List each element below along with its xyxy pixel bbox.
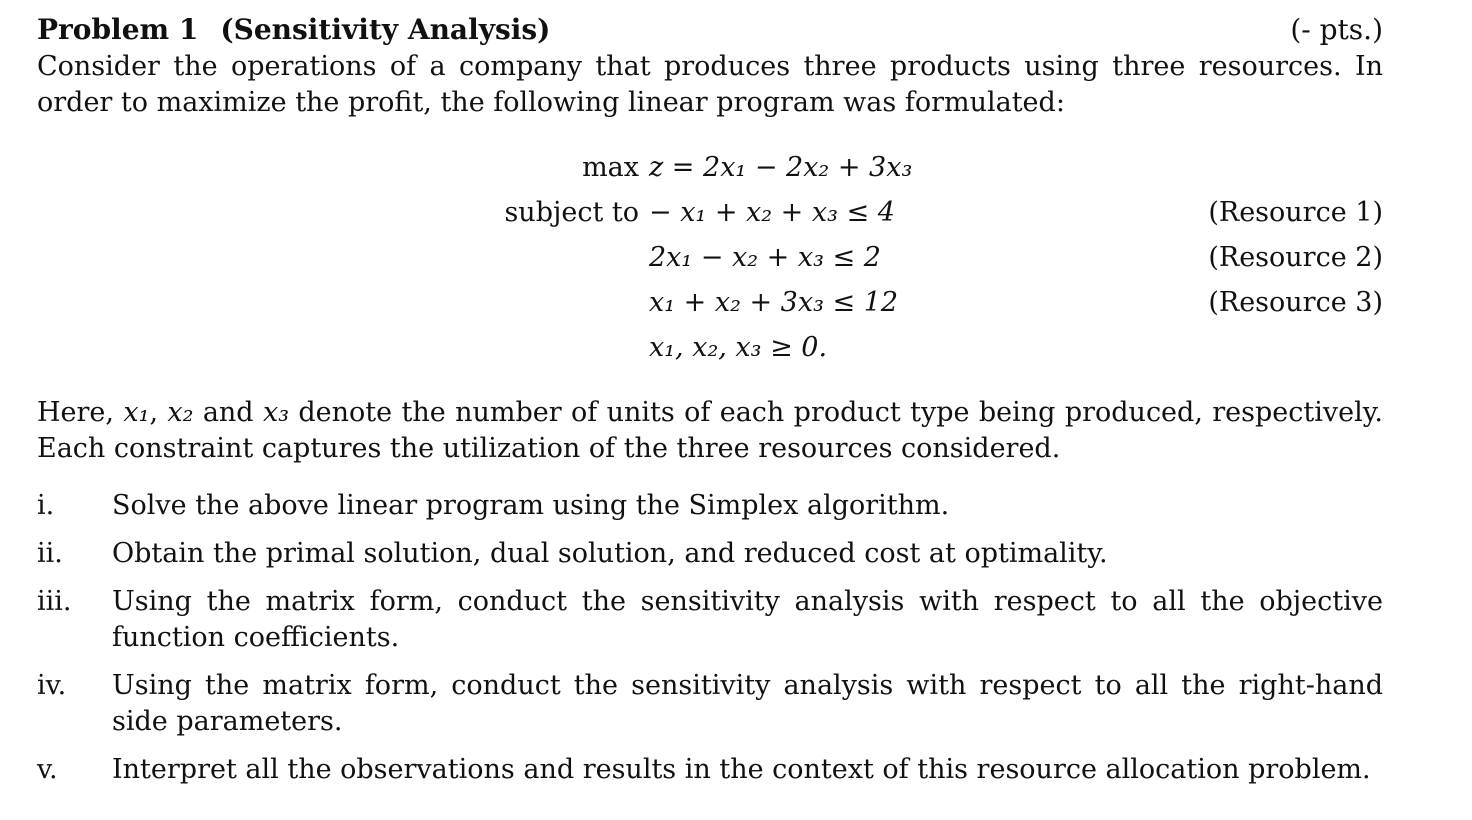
task-marker: iv.: [37, 670, 67, 701]
constraint-1-tag: (Resource 1): [1208, 197, 1383, 228]
problem-document: [37, 0, 1383, 820]
task-text: Using the matrix form, conduct the sensitivity analysis with respect to all the objective function coefficients.: [112, 586, 1383, 653]
task-item: [37, 536, 1383, 572]
problem-header: [37, 12, 1383, 48]
constraint-row-1: [37, 193, 1383, 233]
constraint-2-tag: (Resource 2): [1208, 242, 1383, 273]
variable-x1: x₁: [123, 397, 150, 428]
task-text: Solve the above linear program using the Simplex algorithm.: [112, 490, 950, 521]
constraint-3-expression: x₁ + x₂ + 3x₃ ≤ 12: [649, 287, 899, 318]
objective-expression: z = 2x₁ − 2x₂ + 3x₃: [649, 152, 913, 183]
nonnegativity-expression: x₁, x₂, x₃ ≥ 0.: [649, 332, 828, 363]
task-marker: iii.: [37, 586, 72, 617]
task-item: [37, 488, 1383, 524]
constraint-1-expression: − x₁ + x₂ + x₃ ≤ 4: [649, 197, 895, 228]
objective-row: [37, 148, 1383, 188]
task-text: Using the matrix form, conduct the sensitivity analysis with respect to all the right-hand side parameters.: [112, 670, 1383, 737]
points-label: (- pts.): [1290, 13, 1383, 46]
problem-title: [37, 12, 550, 48]
task-text: Obtain the primal solution, dual solution, and reduced cost at optimality.: [112, 538, 1108, 569]
task-item: [37, 752, 1383, 788]
explanation-lead: Here,: [37, 397, 124, 428]
constraints-label: subject to: [504, 197, 639, 228]
constraint-2-expression: 2x₁ − x₂ + x₃ ≤ 2: [649, 242, 881, 273]
task-text: Interpret all the observations and results in the context of this resource allocation problem.: [112, 754, 1371, 785]
problem-topic: (Sensitivity Analysis): [220, 13, 551, 46]
variable-x3: x₃: [262, 397, 290, 428]
variable-x2: x₂: [167, 397, 194, 428]
problem-number: Problem 1: [37, 13, 199, 46]
task-marker: i.: [37, 490, 55, 521]
task-item: [37, 668, 1383, 740]
objective-label: max: [582, 152, 639, 183]
explanation-and: and: [193, 397, 263, 428]
explanation-paragraph: [37, 395, 1383, 467]
constraint-row-2: [37, 238, 1383, 278]
constraint-3-tag: (Resource 3): [1208, 287, 1383, 318]
linear-program: [37, 142, 1383, 372]
task-marker: v.: [37, 754, 58, 785]
explanation-separator: ,: [149, 397, 168, 428]
task-list: [37, 488, 1383, 788]
task-marker: ii.: [37, 538, 63, 569]
task-item: [37, 584, 1383, 656]
nonnegativity-row: [37, 328, 1383, 368]
explanation-rest: denote the number of units of each product type being produced, respectively. Each constraint captures the utilization of the three resources considered.: [37, 397, 1383, 464]
constraint-row-3: [37, 283, 1383, 323]
intro-paragraph: Consider the operations of a company that produces three products using three resources. In order to maximize the profit, the following linear program was formulated:: [37, 51, 1383, 118]
